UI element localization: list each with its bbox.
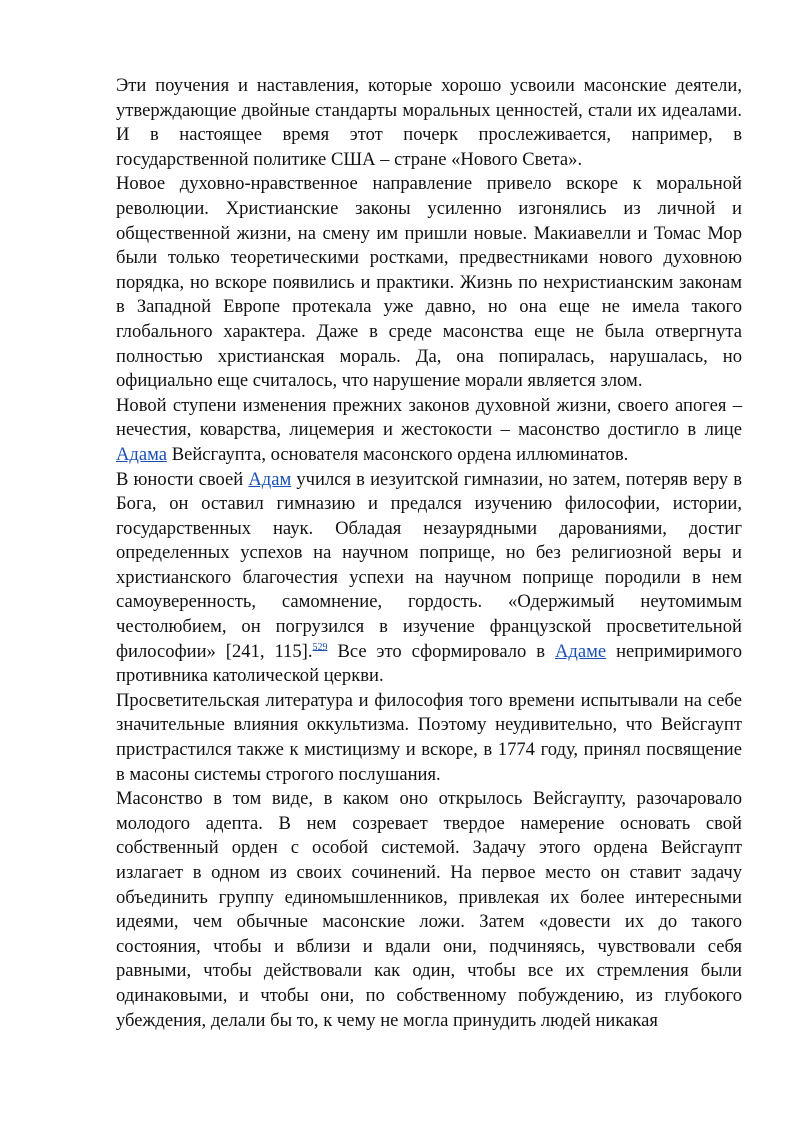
adam-link[interactable]: Адам <box>248 468 292 490</box>
paragraph <box>116 172 742 393</box>
paragraph <box>116 74 742 172</box>
paragraph <box>116 689 742 787</box>
text: В юности своей <box>116 468 249 490</box>
paragraph <box>116 394 742 468</box>
text: учился в иезуитской гимназии, но затем, потеряв веру в Бога, он оставил гимназию и предался изучению философии, истории, государственных наук. Обладая незаурядными дарованиями, достиг определенных успехов на научном поприще, но без религиозной веры и христианского благочестия успехи на научном поприще породили в нем самоуверенность, самомнение, гордость. «Одержимый неутомимым честолюбием, он погрузился в изучение французской просветительной философии» [241, 115]. <box>116 468 742 662</box>
text: Эти поучения и наставления, которые хорошо усвоили масонские деятели, утверждающие двойные стандарты моральных ценностей, стали их идеалами. И в настоящее время этот почерк прослеживается, например, в государственной политике США – стране «Нового Света». <box>116 75 742 170</box>
paragraph <box>116 468 742 689</box>
text: Новой ступени изменения прежних законов духовной жизни, своего апогея – нечестия, коварства, лицемерия и жестокости – масонство достигло в лице <box>116 394 742 441</box>
text: Новое духовно-нравственное направление привело вскоре к моральной революции. Христианские законы усиленно изгонялись из личной и общественной жизни, на смену им пришли новые. Макиавелли и Томас Мор были только теоретическими ростками, предвестниками нового духовною порядка, но вскоре появились и практики. Жизнь по нехристианским законам в Западной Европе протекала уже давно, но она еще не имела такого глобального характера. Даже в среде масонства еще не была отвергнута полностью христианская мораль. Да, она попиралась, нарушалась, но официально еще считалось, что нарушение морали является злом. <box>116 173 742 392</box>
paragraph <box>116 787 742 1033</box>
adam-link[interactable]: Адаме <box>554 640 607 662</box>
text: непримиримого противника католической церкви. <box>116 640 742 687</box>
adam-link[interactable]: Адама <box>116 443 168 465</box>
document-page <box>116 74 742 1033</box>
footnote-link[interactable]: 529 <box>312 641 328 653</box>
text: Масонство в том виде, в каком оно открылось Вейсгаупту, разочаровало молодого адепта. В нем созревает твердое намерение основать свой собственный орден с особой системой. Задачу этого ордена Вейсгаупт излагает в одном из своих сочинений. На первое место он ставит задачу объединить группу единомышленников, привлекая их более интересными идеями, чем обычные масонские ложи. Затем «довести их до такого состояния, чтобы и вблизи и вдали они, подчиняясь, чувствовали себя равными, чтобы действовали как один, чтобы все их стремления были одинаковыми, и чтобы они, по собственному побуждению, из глубокого убеждения, делали бы то, к чему не могла принудить людей никакая <box>116 788 742 1031</box>
text: Просветительская литература и философия того времени испытывали на себе значительные влияния оккультизма. Поэтому неудивительно, что Вейсгаупт пристрастился также к мистицизму и вскоре, в 1774 году, принял посвящение в масоны системы строгого послушания. <box>116 689 742 785</box>
text: Все это сформировало в <box>327 640 555 662</box>
text: Вейсгаупта, основателя масонского ордена иллюминатов. <box>167 443 629 465</box>
